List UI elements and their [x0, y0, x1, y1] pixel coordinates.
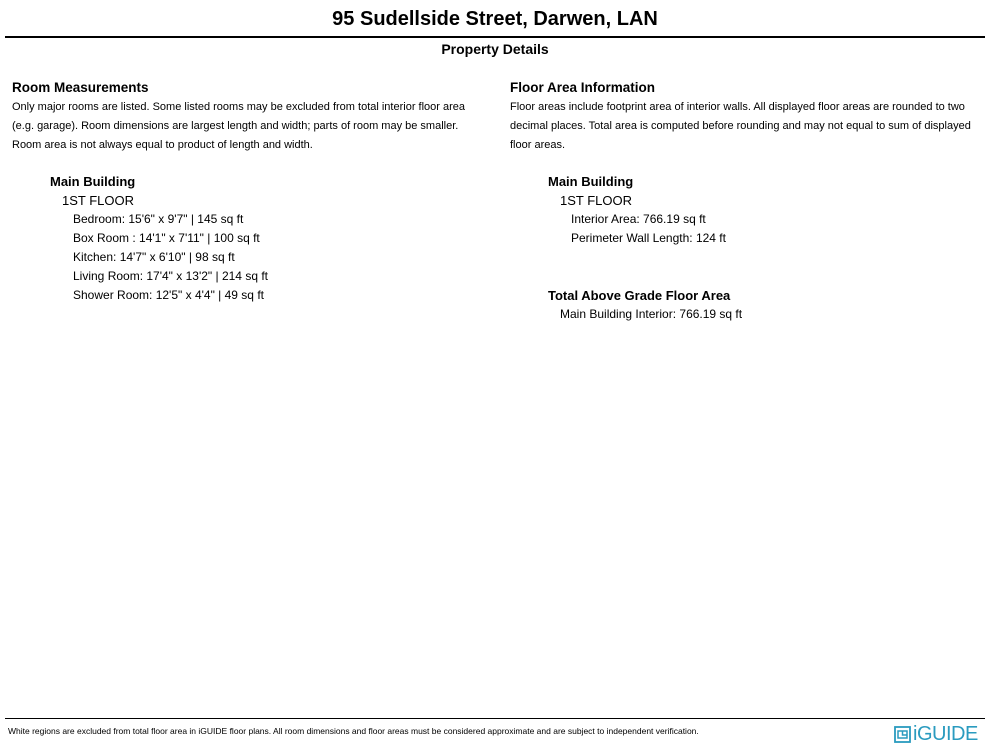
- page-subtitle: Property Details: [441, 41, 549, 57]
- interior-area-value: Interior Area: 766.19 sq ft: [571, 212, 706, 226]
- room-measurements-building: Main Building: [50, 174, 136, 189]
- footer-divider: [5, 718, 985, 719]
- floor-area-description: Floor areas include footprint area of interior walls. All displayed floor areas are rounded to two decimal places. Total area is computed before rounding and may not equal to sum of displayed floor areas.: [510, 101, 971, 151]
- total-floor-area-value: Main Building Interior: 766.19 sq ft: [560, 307, 743, 321]
- floor-area-heading: Floor Area Information: [510, 80, 656, 95]
- total-floor-area-heading: Total Above Grade Floor Area: [548, 288, 731, 303]
- room-item-box-room: Box Room : 14'1" x 7'11" | 100 sq ft: [73, 231, 260, 245]
- property-address: 95 Sudellside Street, Darwen, LAN: [332, 8, 658, 30]
- floor-area-building: Main Building: [548, 174, 634, 189]
- room-measurements-floor: 1ST FLOOR: [62, 193, 135, 208]
- room-item-bedroom: Bedroom: 15'6" x 9'7" | 145 sq ft: [73, 212, 244, 226]
- footer-disclaimer: White regions are excluded from total floor area in iGUIDE floor plans. All room dimensions and floor areas must be considered approximate and are subject to independent verification.: [8, 726, 699, 736]
- iguide-logo-text: iGUIDE: [913, 723, 978, 745]
- iguide-logo: [894, 722, 978, 746]
- room-measurements-description: Only major rooms are listed. Some listed rooms may be excluded from total interior floor area (e.g. garage). Room dimensions are largest length and width; parts of room may be smaller. Room area is not always equal to product of length and width.: [12, 101, 466, 151]
- perimeter-wall-length: Perimeter Wall Length: 124 ft: [571, 231, 726, 245]
- room-item-kitchen: Kitchen: 14'7" x 6'10" | 98 sq ft: [73, 250, 235, 264]
- room-measurements-section: [12, 80, 490, 155]
- room-item-shower-room: Shower Room: 12'5" x 4'4" | 49 sq ft: [73, 288, 264, 302]
- floor-area-floor: 1ST FLOOR: [560, 193, 633, 208]
- floor-area-section: [510, 80, 990, 155]
- title-divider: [5, 36, 985, 38]
- iguide-logo-icon: [894, 726, 911, 743]
- room-measurements-heading: Room Measurements: [12, 80, 149, 95]
- room-item-living-room: Living Room: 17'4" x 13'2" | 214 sq ft: [73, 269, 268, 283]
